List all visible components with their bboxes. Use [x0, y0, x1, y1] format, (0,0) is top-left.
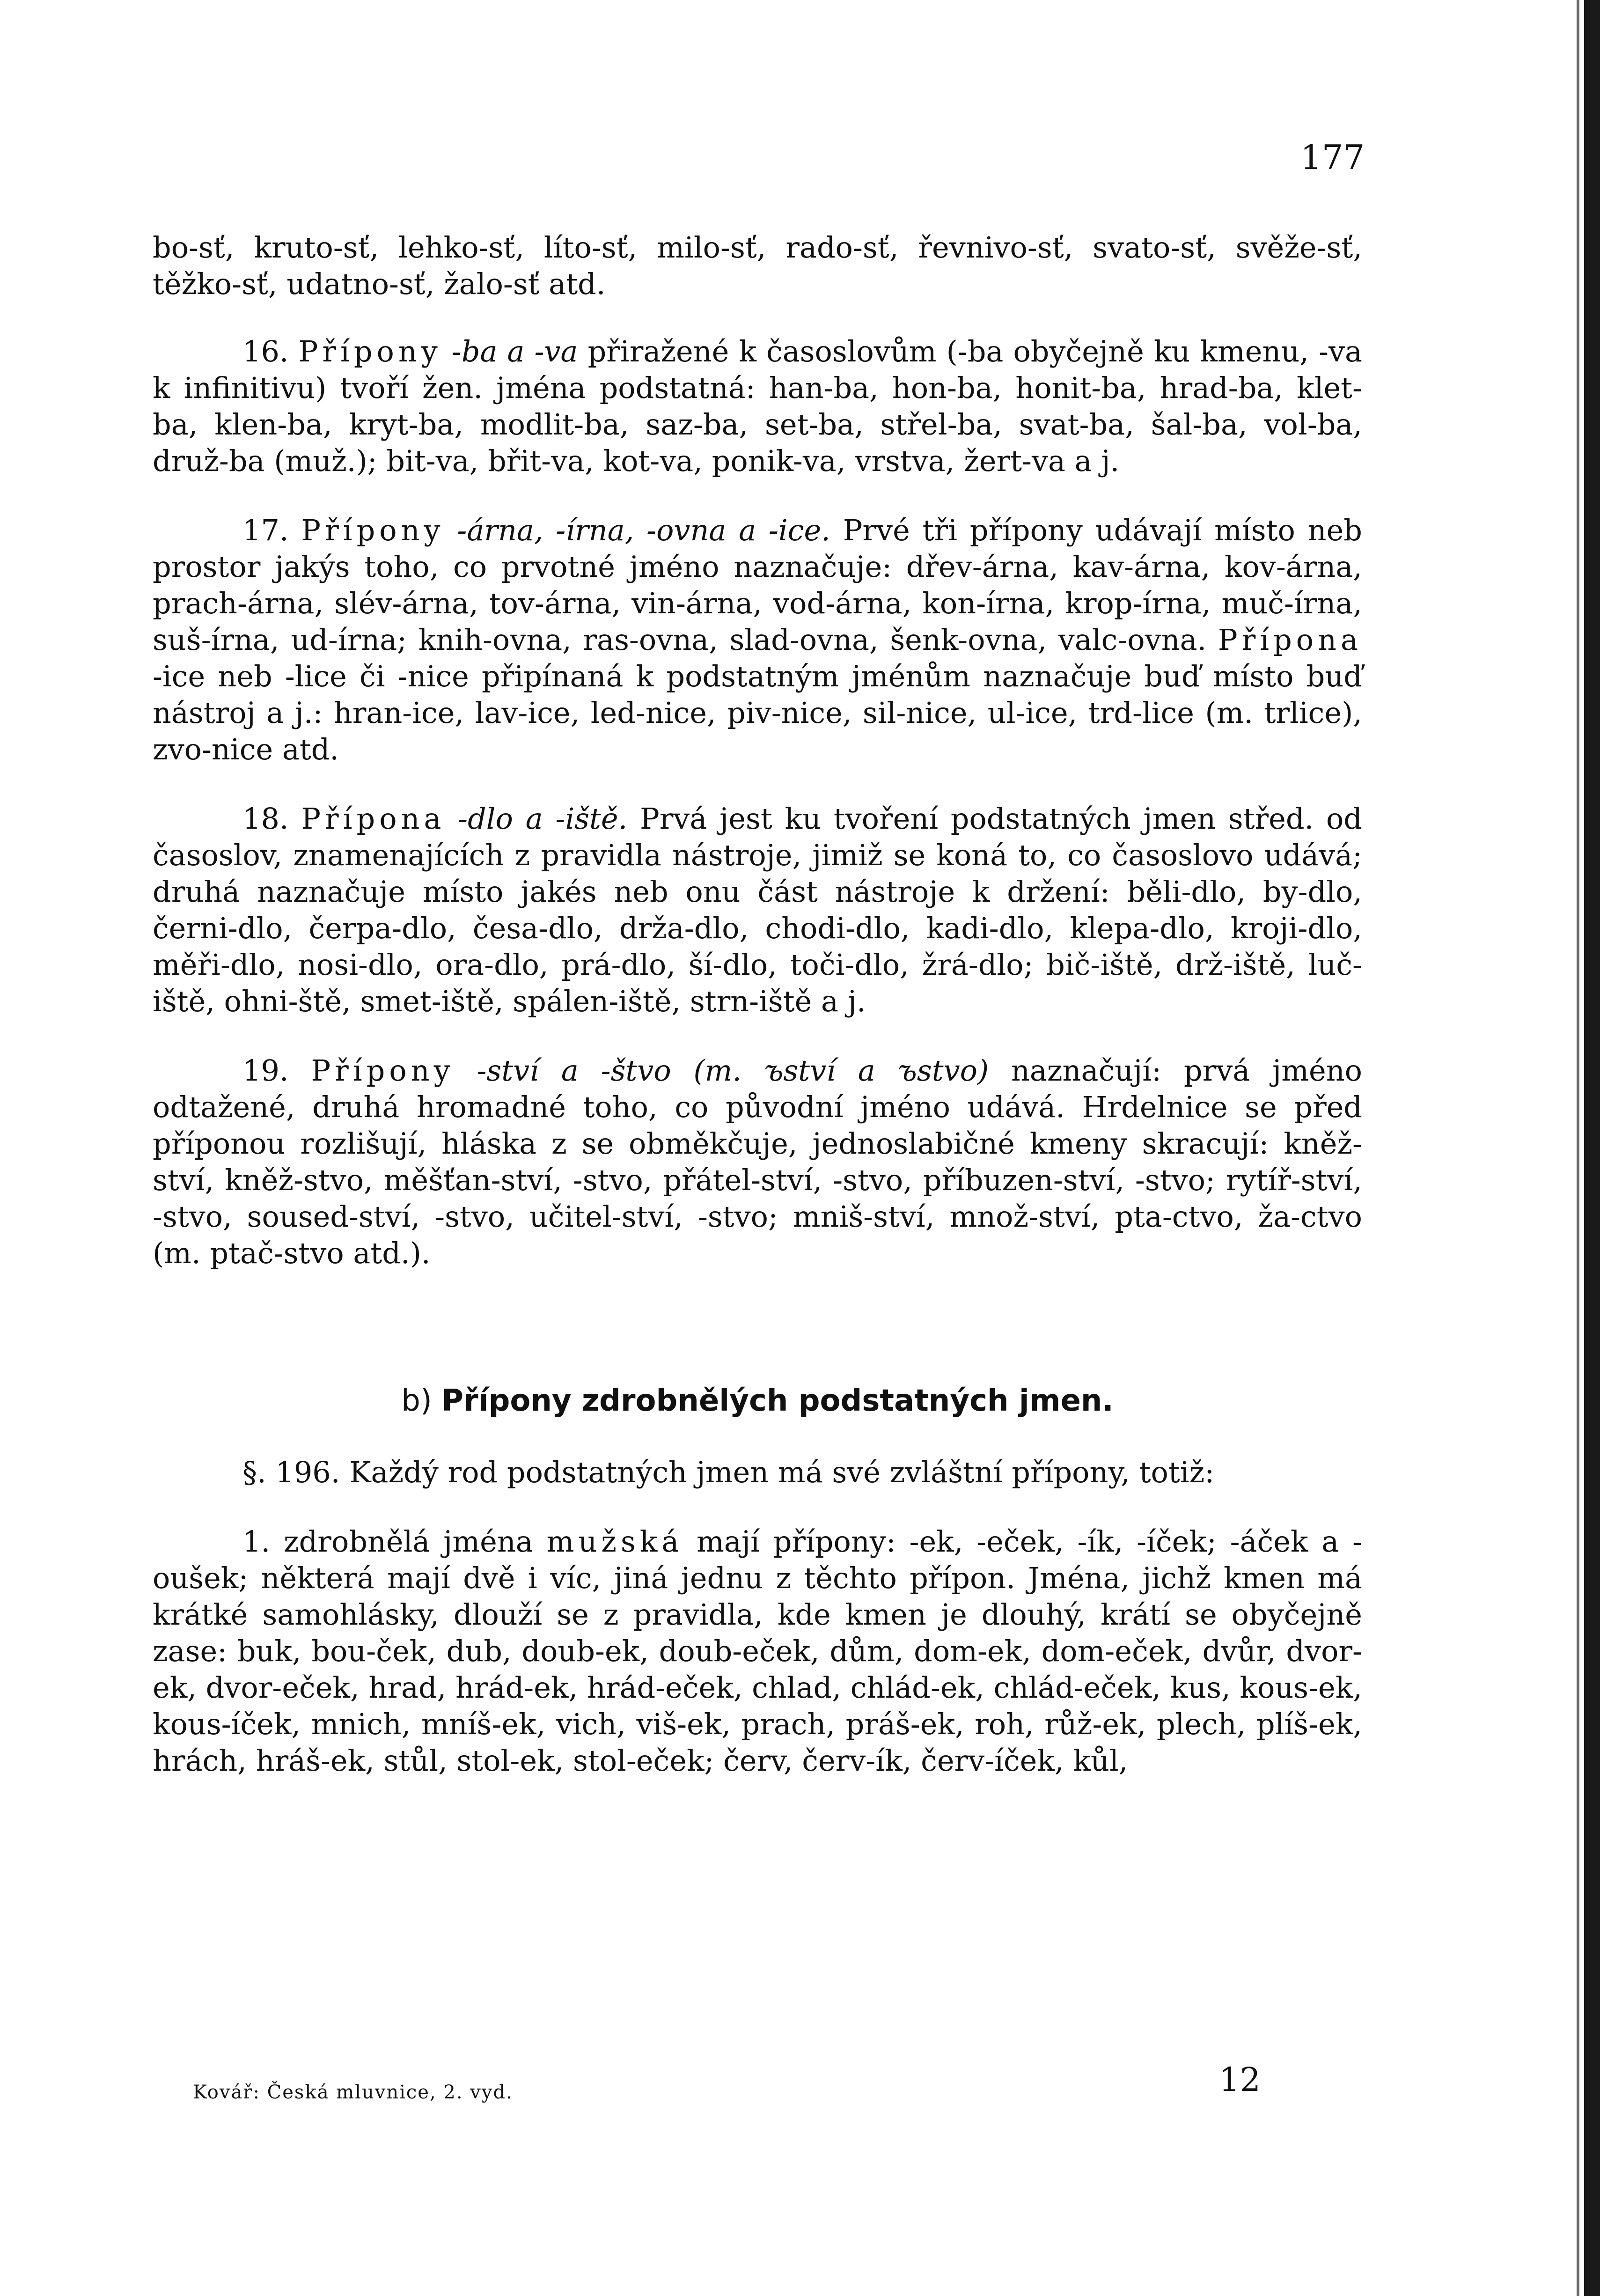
paragraph-text: Každý rod podstatných jmen má své zvláštní přípony, totiž:: [349, 1455, 1215, 1489]
paragraph-number: 1.: [242, 1524, 271, 1559]
paragraph-number: 17.: [242, 513, 289, 547]
paragraph-number: 18.: [242, 802, 289, 836]
section-letter: b): [401, 1383, 432, 1418]
paragraph-number: 19.: [242, 1053, 289, 1088]
paragraph-1: [153, 1523, 1362, 1779]
paragraph-label: Přípony: [298, 334, 442, 368]
suffix-list: -ství a -štvo (m. ъství a ъstvo): [477, 1053, 989, 1088]
paragraph-16: [153, 333, 1362, 479]
paragraph-text: Prvá jest ku tvoření podstatných jmen střed. od časoslov, znamenajících z pravidla nástroje, jimiž se koná to, co časoslovo udává; druhá naznačuje místo jakés neb onu část nástroje k držení: běli-dlo, by-dlo, černi-dlo, čerpa-dlo, česa-dlo, drža-dlo, chodi-dlo, kadi-dlo, klepa-dlo, kroji-dlo, měři-dlo, nosi-dlo, ora-dlo, prá-dlo, ší-dlo, toči-dlo, žrá-dlo; bič-iště, drž-iště, luč-iště, ohni-ště, smet-iště, spálen-iště, strn-iště a j.: [153, 802, 1362, 1018]
footer-note: Kovář: Česká mluvnice, 2. vyd.: [193, 2082, 513, 2103]
page-edge-line: [1577, 0, 1579, 2296]
paragraph-label: Přípony: [311, 1053, 455, 1088]
paragraph-number: §. 196.: [242, 1455, 340, 1489]
page-number: 177: [1300, 138, 1365, 177]
paragraph-text: Prvé tři přípony udávají místo neb prostor jakýs toho, co prvotné jméno naznačuje: dřev-árna, kav-árna, kov-árna, prach-árna, slév-árna, tov-árna, vin-árna, vod-árna, kon-írna, krop-írna, muč-írna, suš-írna, ud-írna; knih-ovna, ras-ovna, slad-ovna, šenk-ovna, valc-ovna.: [153, 513, 1362, 657]
paragraph-196: [153, 1454, 1362, 1491]
paragraph-label-2: Přípona: [1218, 623, 1362, 657]
page-body: [153, 229, 1362, 1812]
paragraph-continuation: [153, 229, 1362, 302]
paragraph-text: přiražené k časoslovům (-ba obyčejně ku kmenu, -va k infinitivu) tvoří žen. jména podstatná: han-ba, hon-ba, honit-ba, hrad-ba, klet-ba, klen-ba, kryt-ba, modlit-ba, saz-ba, set-ba, střel-ba, svat-ba, šal-ba, vol-ba, druž-ba (muž.); bit-va, břit-va, kot-va, ponik-va, vrstva, žert-va a j.: [153, 334, 1362, 478]
paragraph-text-2: -ice neb -lice či -nice připínaná k podstatným jménům naznačuje buď místo buď nástroj a j.: hran-ice, lav-ice, led-nice, piv-nice, sil-nice, ul-ice, trd-lice (m. trlice), zvo-nice atd.: [153, 659, 1362, 766]
section-title: Přípony zdrobnělých podstatných jmen.: [441, 1383, 1114, 1418]
page-edge-shadow: [1584, 0, 1600, 2296]
continuation-text: bo-sť, kruto-sť, lehko-sť, líto-sť, milo-sť, rado-sť, řevnivo-sť, svato-sť, svěže-sť, těžko-sť, udatno-sť, žalo-sť atd.: [153, 230, 1362, 301]
paragraph-text: mají přípony: -ek, -eček, -ík, -íček; -áček a -oušek; některá mají dvě i víc, jiná jednu z těchto přípon. Jména, jichž kmen má krátké samohlásky, dlouží se z pravidla, kde kmen je dlouhý, krátí se obyčejně zase: buk, bou-ček, dub, doub-ek, doub-eček, dům, dom-ek, dom-eček, dvůr, dvor-ek, dvor-eček, hrad, hrád-ek, hrád-eček, chlad, chlád-ek, chlád-eček, kus, kous-ek, kous-íček, mnich, mníš-ek, vich, viš-ek, prach, práš-ek, roh, růž-ek, plech, plíš-ek, hrách, hráš-ek, stůl, stol-ek, stol-eček; červ, červ-ík, červ-íček, kůl,: [153, 1524, 1362, 1778]
paragraph-text: naznačují: prvá jméno odtažené, druhá hromadné toho, co původní jméno udává. Hrdelnice se před příponou rozlišují, hláska z se obměkčuje, jednoslabičné kmeny skracují: kněž-ství, kněž-stvo, měšťan-ství, -stvo, přátel-ství, -stvo, příbuzen-ství, -stvo; rytíř-ství, -stvo, soused-ství, -stvo, učitel-ství, -stvo; mniš-ství, množ-ství, pta-ctvo, ža-ctvo (m. ptač-stvo atd.).: [153, 1053, 1362, 1270]
paragraph-label: Přípony: [301, 513, 445, 547]
paragraph-lead: zdrobnělá jména: [283, 1524, 533, 1559]
section-heading: [153, 1382, 1362, 1420]
paragraph-17: [153, 512, 1362, 768]
suffix-list: -dlo a -iště.: [458, 802, 628, 836]
signature-mark: 12: [1219, 2061, 1261, 2099]
suffix-list: -ba a -va: [451, 334, 578, 368]
suffix-list: -árna, -írna, -ovna a -ice.: [457, 513, 830, 547]
paragraph-18: [153, 801, 1362, 1020]
paragraph-emphasis: mužská: [546, 1524, 683, 1559]
paragraph-number: 16.: [242, 334, 289, 368]
paragraph-label: Přípona: [301, 802, 446, 836]
paragraph-19: [153, 1052, 1362, 1272]
